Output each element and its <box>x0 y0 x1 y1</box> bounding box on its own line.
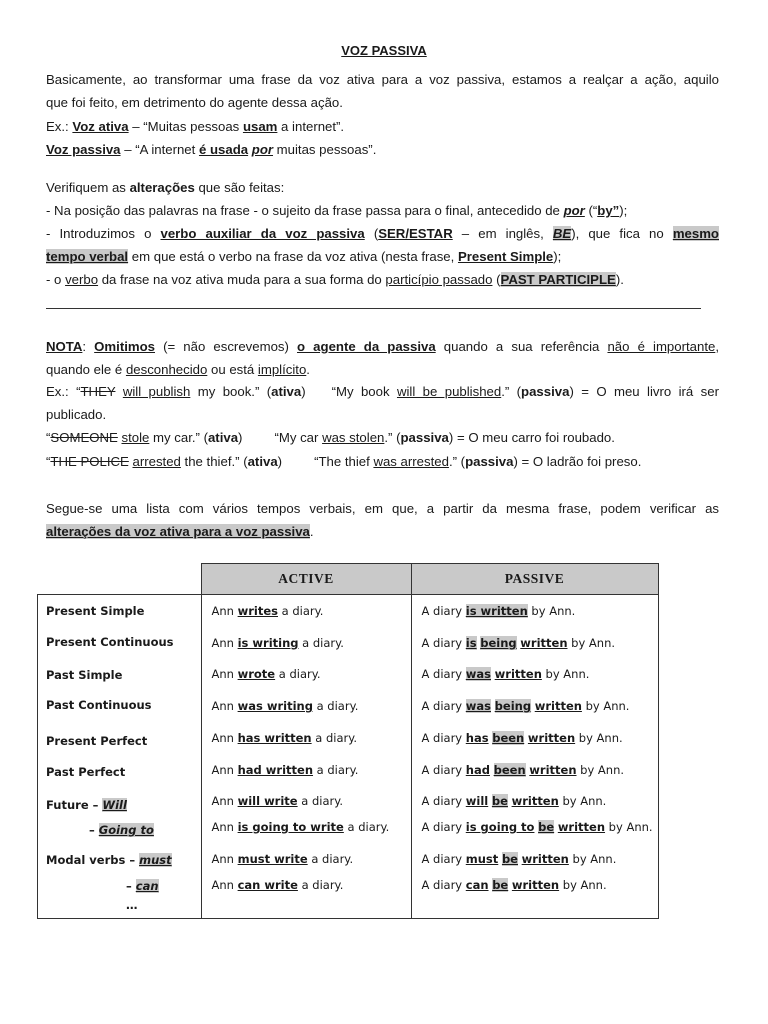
changes-item-3: - o verbo da frase na voz ativa muda para a sua forma do particípio passado (PAST PARTICIPLE). <box>46 272 624 287</box>
passive-row: A diary was written by Ann. <box>421 667 590 681</box>
tense-past-perfect: Past Perfect <box>46 765 126 779</box>
passive-row: A diary has been written by Ann. <box>421 731 623 745</box>
active-row: Ann is writing a diary. <box>211 636 344 650</box>
tense-present-perfect: Present Perfect <box>46 734 148 748</box>
tense-future-going-to: – Going to <box>89 823 154 837</box>
nota-line-1: NOTA: Omitimos (= não escrevemos) o agente da passiva quando a sua referência não é importante, <box>46 339 719 354</box>
tense-present-simple: Present Simple <box>46 604 145 618</box>
passive-row: A diary can be written by Ann. <box>421 878 607 892</box>
nota-example-1-cont: publicado. <box>46 407 107 422</box>
header-passive: PASSIVE <box>411 564 658 595</box>
active-row: Ann had written a diary. <box>211 763 359 777</box>
changes-item-2-cont: tempo verbal em que está o verbo na frase da voz ativa (nesta frase, Present Simple); <box>46 249 562 264</box>
active-row: Ann writes a diary. <box>211 604 324 618</box>
active-column <box>201 595 411 919</box>
intro-example-active: Ex.: Voz ativa – “Muitas pessoas usam a internet”. <box>46 119 345 134</box>
tense-modal-can: – can <box>126 879 159 893</box>
page-title: VOZ PASSIVA <box>341 43 427 58</box>
tense-present-continuous: Present Continuous <box>46 635 174 649</box>
active-row: Ann wrote a diary. <box>211 667 321 681</box>
intro-example-passive: Voz passiva – “A internet é usada por muitas pessoas”. <box>46 142 377 157</box>
passive-row: A diary is being written by Ann. <box>421 636 616 650</box>
passive-row: A diary had been written by Ann. <box>421 763 625 777</box>
passive-row: A diary must be written by Ann. <box>421 852 617 866</box>
list-intro-line-1: Segue-se uma lista com vários tempos verbais, em que, a partir da mesma frase, podem verificar as <box>46 501 719 516</box>
intro-line-1: Basicamente, ao transformar uma frase da voz ativa para a voz passiva, estamos a realçar a ação, aquilo <box>46 72 719 87</box>
passive-row: A diary will be written by Ann. <box>421 794 607 808</box>
passive-row: A diary is written by Ann. <box>421 604 576 618</box>
changes-item-1: - Na posição das palavras na frase - o sujeito da frase passa para o final, antecedido de por (“by”); <box>46 203 628 218</box>
passive-row: A diary was being written by Ann. <box>421 699 630 713</box>
tense-ellipsis: … <box>126 898 138 912</box>
changes-item-2: - Introduzimos o verbo auxiliar da voz passiva (SER/ESTAR – em inglês, BE), que fica no mesmo <box>46 226 719 241</box>
tense-future-will: Future – Will <box>46 798 127 812</box>
passive-column <box>411 595 658 919</box>
active-row: Ann will write a diary. <box>211 794 344 808</box>
nota-example-2: “SOMEONE stole my car.” (ativa) “My car was stolen.” (passiva) = O meu carro foi roubado. <box>46 430 615 445</box>
active-row: Ann can write a diary. <box>211 878 344 892</box>
tense-past-simple: Past Simple <box>46 668 123 682</box>
tense-past-continuous: Past Continuous <box>46 698 152 712</box>
nota-line-2: quando ele é desconhecido ou está implícito. <box>46 362 310 377</box>
active-row: Ann was writing a diary. <box>211 699 359 713</box>
tenses-table <box>37 563 659 919</box>
intro-line-2: que foi feito, em detrimento do agente dessa ação. <box>46 95 343 110</box>
active-row: Ann must write a diary. <box>211 852 354 866</box>
tense-column <box>38 595 202 919</box>
list-intro-line-2: alterações da voz ativa para a voz passiva. <box>46 524 314 539</box>
tense-modal-must: Modal verbs – must <box>46 853 172 867</box>
passive-row: A diary is going to be written by Ann. <box>421 820 653 834</box>
nota-example-1: Ex.: “THEY will publish my book.” (ativa) “My book will be published.” (passiva) = O meu livro irá ser <box>46 384 719 399</box>
active-row: Ann is going to write a diary. <box>211 820 390 834</box>
divider-line <box>46 308 701 309</box>
nota-example-3: “THE POLICE arrested the thief.” (ativa) “The thief was arrested.” (passiva) = O ladrão foi preso. <box>46 454 642 469</box>
active-row: Ann has written a diary. <box>211 731 358 745</box>
header-active: ACTIVE <box>201 564 411 595</box>
changes-heading: Verifiquem as alterações que são feitas: <box>46 180 285 195</box>
